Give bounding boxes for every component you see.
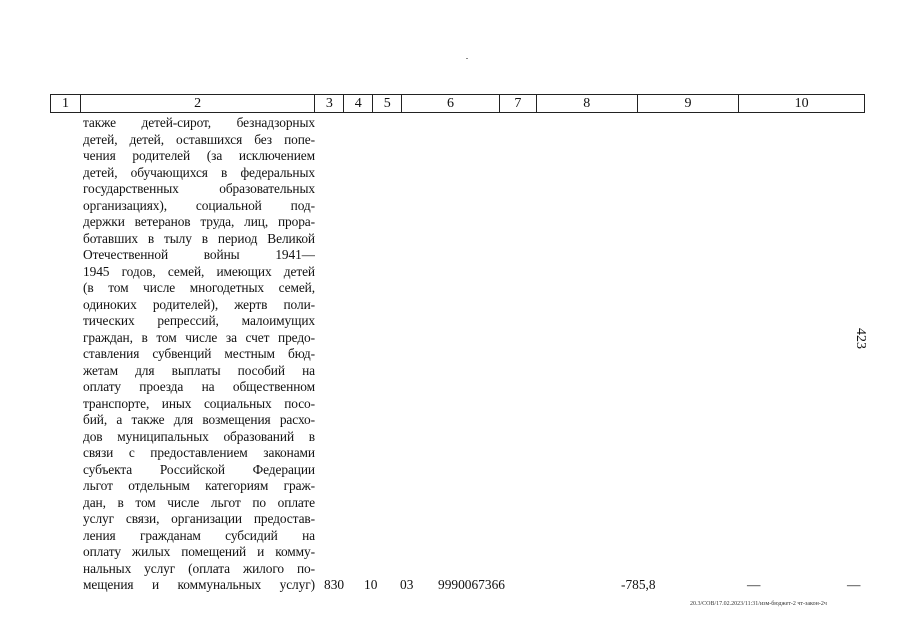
description-line: детей, обучающихся в федеральных: [83, 164, 315, 180]
page-number: 423: [853, 328, 868, 349]
description-line: ботавших в тылу в период Великой: [83, 230, 315, 246]
header-col-5: 5: [372, 95, 401, 112]
description-line: Отечественной войны 1941—: [83, 247, 315, 262]
cell-col-10: —: [847, 577, 861, 592]
header-col-1: 1: [61, 96, 69, 111]
description-line: бий, а также для возмещения расхо-: [83, 412, 315, 427]
description-line: нальных услуг (оплата жилого по-: [83, 560, 315, 576]
description-line: ставления субвенций местным бюд-: [83, 346, 315, 361]
description-line: одиноких родителей), жертв поли-: [83, 296, 315, 312]
header-col-7: 7: [499, 95, 536, 112]
header-col-2: 2: [80, 95, 314, 112]
description-line: детей, детей, оставшихся без попе-: [83, 131, 315, 147]
row-description: [83, 115, 315, 594]
description-line: оплату проезда на общественном: [83, 379, 315, 394]
description-line: также детей-сирот, безнадзорных: [83, 115, 315, 130]
description-line: держки ветеранов труда, лиц, прора-: [83, 214, 315, 229]
description-line: организациях), социальной под-: [83, 197, 315, 213]
header-col-8: 8: [536, 95, 637, 112]
description-line: услуг связи, организации предостав-: [83, 511, 315, 526]
table-header-row: [50, 94, 865, 113]
description-line: чения родителей (за исключением: [83, 148, 315, 163]
description-line: субъекта Российской Федерации: [83, 461, 315, 477]
description-line: льгот отдельным категориям граж-: [83, 478, 315, 493]
document-footer: 20.3/СОВ/17.02.2023/11:31/изм-бюджет-2 чт-закон-2ч: [690, 601, 827, 607]
cell-col-5: 03: [400, 577, 414, 592]
description-line: связи с предоставлением законами: [83, 445, 315, 460]
cell-col-3: 830: [324, 577, 345, 592]
description-line: жетам для выплаты пособий на: [83, 362, 315, 378]
header-col-3: 3: [314, 95, 343, 112]
scan-speck: [466, 58, 468, 59]
description-line: мещения и коммунальных услуг): [83, 577, 315, 592]
header-col-10: 10: [738, 95, 864, 112]
header-col-6: 6: [401, 95, 499, 112]
description-line: государственных образовательных: [83, 181, 315, 196]
description-line: граждан, в том числе за счет предо-: [83, 329, 315, 345]
description-line: оплату жилых помещений и комму-: [83, 544, 315, 559]
description-line: тических репрессий, малоимущих: [83, 313, 315, 328]
description-line: транспорте, иных социальных посо-: [83, 395, 315, 411]
description-line: дов муниципальных образований в: [83, 428, 315, 444]
description-line: (в том числе многодетных семей,: [83, 280, 315, 295]
description-line: 1945 годов, семей, имеющих детей: [83, 263, 315, 279]
header-col-9: 9: [637, 95, 739, 112]
cell-col-6: 9990067366: [438, 577, 505, 592]
description-line: ления гражданам субсидий на: [83, 527, 315, 543]
cell-col-8: -785,8: [621, 577, 656, 592]
cell-col-9: —: [747, 577, 761, 592]
description-line: дан, в том числе льгот по оплате: [83, 494, 315, 510]
cell-col-4: 10: [364, 577, 378, 592]
header-col-4: 4: [343, 95, 372, 112]
